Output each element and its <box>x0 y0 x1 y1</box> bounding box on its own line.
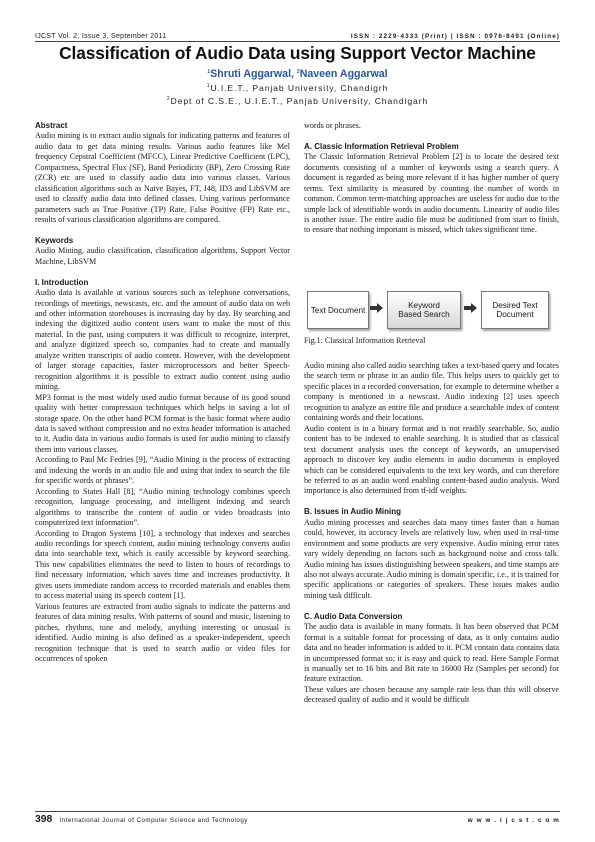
section-c-paragraph: The audio data is available in many formats. It has been observed that PCM format is a suitable format for processing of data, as it only contains audio data and no header information is added to it. PCM contain data contains data in uncompressed format so; it is easy and quick to read. Here Sample Format is manually set to 16 bits and Bit rate to 16000 Hz (Samples per second) for feature extraction. <box>304 622 559 684</box>
fig-box-text-document <box>307 291 369 329</box>
journal-issue-header: IJCST Vol. 2, Issue 3, September 2011 <box>35 33 167 40</box>
intro-paragraph: Various features are extracted from audio signals to indicate the patterns and features of data mining results. With patterns of sound and music, listening to pitches, rhythms, tune and melody, anything interesting or unusual is identified. Audio mining is also defined as a speaker-independent, speech recognition technique that is used to search audio or video files for occurrences of spoken <box>35 601 290 663</box>
footer-rule <box>35 811 560 812</box>
author-2-superscript: 2 <box>296 69 300 75</box>
figure-1-caption: Fig.1: Classical Information Retrieval <box>304 336 426 345</box>
right-column-bottom <box>304 361 559 706</box>
author-1-superscript: 1 <box>207 69 211 75</box>
affiliation-2-text: Dept of C.S.E., U.I.E.T., Panjab University, Chandigarh <box>170 96 429 106</box>
affiliation-1 <box>0 83 595 93</box>
section-a-heading: A. Classic Information Retrieval Problem <box>304 141 459 151</box>
introduction-heading: I. Introduction <box>35 277 89 287</box>
left-column <box>35 121 290 664</box>
affiliation-1-superscript: 1 <box>206 83 211 89</box>
intro-paragraph: Audio data is available at various sources such as telephone conversations, recordings of meetings, newscasts, etc. and the amount of audio data on web and other information storehouses is increasing day by day. By searching and indexing the digitized audio content users want to make the most of this material. In the past, using computers it was difficult to recognize, interpret, and analyze digitized speech so, companies had to create and manually analyze written transcripts of audio content. However, with the development of larger storage capacities, faster microprocessors and better Speech-recognition algorithms it is possible to extract audio content using audio mining. <box>35 288 290 392</box>
journal-url: w w w . i j c s t . c o m <box>467 817 560 824</box>
arrow-right-icon <box>370 303 383 313</box>
author-2: Naveen Aggarwal <box>299 68 388 80</box>
fig-box-desired-document-line2: Document <box>496 310 534 319</box>
affiliation-1-text: U.I.E.T., Panjab University, Chandigrh <box>210 83 389 93</box>
fig-box-keyword-search-line1: Keyword <box>408 301 440 310</box>
fig-box-text-document-label: Text Document <box>310 305 366 315</box>
section-a-paragraph: Audio content is in a binary format and is not readily searchable. So, audio content has to be indexed to enable searching. It is studied that as classical text document analysis uses the concept of keywords, an unsupervised approach to discover key audio elements in audio documents is employed which can be considered equivalents to the text key words, and can therefore be referred to as an audio word enabling content-based audio analysis. Word importance is also determined from tf-idf weights. <box>304 423 559 496</box>
fig-box-desired-document-line1: Desired Text <box>492 301 538 310</box>
author-line <box>0 68 595 80</box>
section-b-heading: B. Issues in Audio Mining <box>304 507 402 517</box>
issn-header: ISSN : 2229-4333 (Print) | ISSN : 0976-8491 (Online) <box>350 33 560 40</box>
intro-continued: words or phrases. <box>304 121 361 130</box>
header-rule <box>35 41 560 42</box>
page-number: 398 <box>35 814 53 825</box>
footer-left <box>35 814 248 825</box>
section-a-paragraph: Audio mining also called audio searching takes a text-based query and locates the search term or phrase in an audio file. This helps users to quickly get to specific places in a recorded conversation, for example to determine whether a company is mentioned in a newscast. Audio indexing [2] uses speech recognition to analyze an entire file and produce a searchable index of content containing words and their locations. <box>304 361 559 423</box>
affiliation-2 <box>0 96 595 106</box>
affiliation-2-superscript: 2 <box>166 96 171 102</box>
intro-paragraph: MP3 format is the most widely used audio format because of its good sound quality with better compression techniques which helps in saving a lot of storage space. On the other hand PCM format is the basic format where audio data is saved without compression and no extra header information is attached to it. Audio data in various audio formats is used for audio mining to classify them into various classes. <box>35 392 290 454</box>
arrow-right-icon <box>464 303 477 313</box>
fig-box-keyword-search-line2: Based Search <box>398 310 450 319</box>
abstract-heading: Abstract <box>35 121 68 130</box>
intro-paragraph: According to States Hall [8], “Audio mining technology combines speech recognition, language processing, and intelligent indexing and search algorithms to transcribe the content of audio or video broadcasts into computerized text information”. <box>35 486 290 528</box>
section-c-paragraph: These values are chosen because any sample rate less than this will observe decreased quality of audio and it would be difficult <box>304 684 559 705</box>
section-b-paragraph: Audio mining processes and searches data many times faster than a human could, however, its accuracy levels are relatively low, when used in real-time environment and some products are very expensive. Audio mining error rates vary widely depending on factors such as background noise and cross talk. Audio mining has issues distinguishing between speakers, and time stamps are also not always accurate. Audio mining is domain specific, i.e., it is trained for specific applications or categories of speakers. These issues makes audio mining task difficult. <box>304 517 559 600</box>
paper-title: Classification of Audio Data using Support Vector Machine <box>59 43 536 63</box>
section-c-heading: C. Audio Data Conversion <box>304 611 403 621</box>
fig-box-desired-document <box>481 291 549 329</box>
fig-box-keyword-search <box>387 291 461 329</box>
intro-paragraph: According to Dragon Systems [10], a technology that indexes and searches audio recordings for speech content, audio mining technology converts audio data into searchable text, which is easily accessible by keyword searching. This new capabilities eliminates the need to listen to hours of recordings to find necessary information, which saves time and increases productivity. It gives users immediate random access to recorded materials and enables them to access material using its speech content [1]. <box>35 528 290 601</box>
abstract-text: Audio mining is to extract audio signals for indicating patterns and features of audio data to get data mining results. Various audio features like Mel frequency Cepstral Coefficient (MFCC), Linear Predictive Coefficient (LPC), Compactness, Spectral Flux (SF), Band Periodicity (BP), Zero Crossing Rate (ZCR) etc are used to classify audio data into various classes. Various classification algorithms such as Naive Bayes, FT, J48, ID3 and LibSVM are used to classify audio data into defined classes. Using various performance parameters such as True Positive (TP) Rate, False Positive (FP) Rate etc., results of various classification algorithms are compared. <box>35 131 290 225</box>
figure-1 <box>307 287 559 335</box>
section-a-paragraph: The Classic Information Retrieval Problem [2] is to locate the desired text documents consisting of a number of keywords using a search query. A document is regarded as being more relevant if it has higher number of query terms. Text similarity is measured by counting the number of words in common. Common term-matching approaches are useless for audio due to the simple lack of identifiable words in audio documents. Linearity of audio files is another issue. The entire audio file must be auditioned from start to finish, to ensure that nothing important is missed, which takes significant time. <box>304 152 559 235</box>
author-1: Shruti Aggarwal, <box>210 68 294 80</box>
keywords-text: Audio Mining, audio classification, classification algorithms, Support Vector Machine, LibSVM <box>35 246 290 266</box>
journal-name: International Journal of Computer Science and Technology <box>59 817 248 824</box>
intro-paragraph: According to Paul Mc Fedries [9], “Audio Mining is the process of extracting and indexing the words in an audio file and using that index to search the file for specific words or phrases”. <box>35 455 290 486</box>
right-column-top <box>304 121 559 236</box>
keywords-heading: Keywords <box>35 235 74 245</box>
